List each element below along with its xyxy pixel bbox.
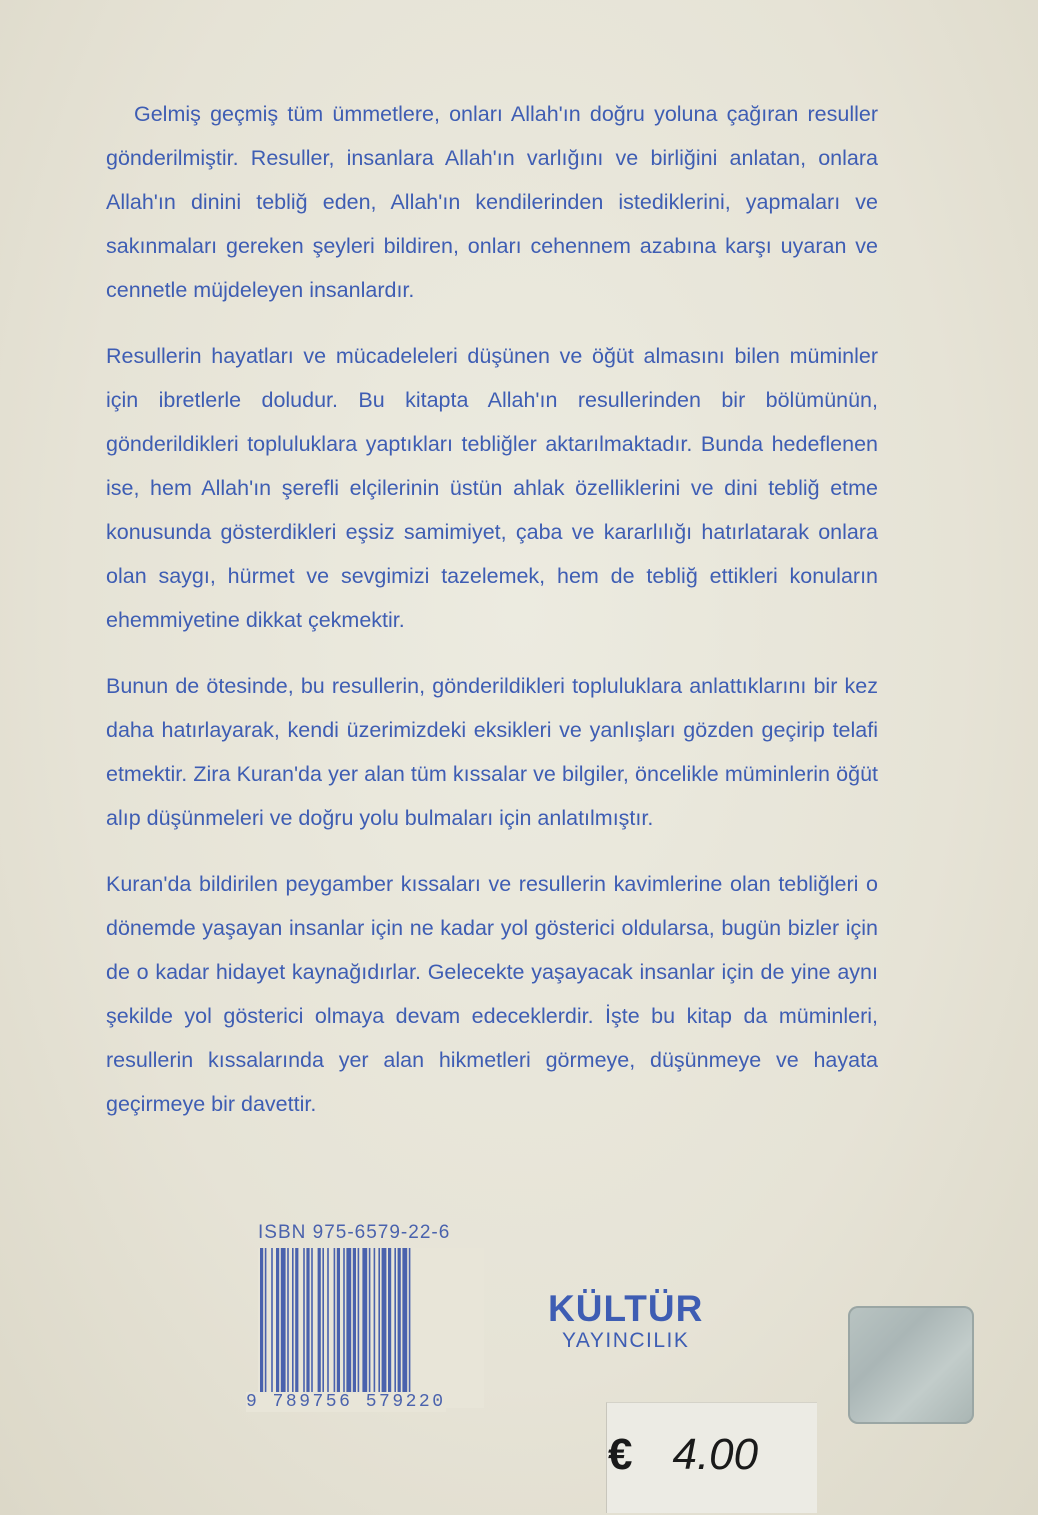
barcode-bar: [358, 1248, 360, 1394]
barcode-bar: [287, 1248, 289, 1394]
barcode-bar: [327, 1248, 329, 1394]
barcode-bar: [318, 1248, 321, 1394]
publisher-logo: [548, 1290, 703, 1354]
price-label: [608, 1430, 758, 1480]
barcode-bar: [374, 1248, 376, 1394]
paragraph-4: Kuran'da bildirilen peygamber kıssaları ve resullerin kavimlerine olan tebliğleri o dönemde yaşayan insanlar için ne kadar yol gösterici oldularsa, bugün bizler için de o kadar hidayet kaynağıdırlar. Gelecekte yaşayacak insanlar için de yine aynı şekilde yol gösterici olmaya devam edeceklerdir. İşte bu kitap da müminleri, resullerin kıssalarında yer alan hikmetleri görmeye, düşünmeye ve hayata geçirmeye bir davettir.: [106, 872, 878, 1116]
barcode-digits: 9 789756 579220: [246, 1392, 446, 1412]
barcode-bar: [292, 1248, 294, 1394]
barcode-bar: [382, 1248, 387, 1394]
currency-symbol: €: [608, 1430, 633, 1479]
barcode-bar: [306, 1248, 309, 1394]
barcode-icon: [258, 1248, 484, 1408]
barcode-bar: [409, 1248, 411, 1394]
barcode-bar: [388, 1248, 391, 1394]
barcode-bar: [271, 1248, 273, 1394]
barcode-bar: [322, 1248, 324, 1394]
barcode-bar: [295, 1248, 298, 1394]
paragraph-3: Bunun de ötesinde, bu resullerin, gönderildikleri topluluklara anlattıklarını bir kez daha hatırlayarak, kendi üzerimizdeki eksikleri ve yanlışları gözden geçirip telafi etmektir. Zira Kuran'da yer alan tüm kıssalar ve bilgiler, öncelikle müminlerin öğüt alıp düşünmeleri ve doğru yolu bulmaları için anlatılmıştır.: [106, 674, 878, 830]
barcode-bar: [337, 1248, 340, 1394]
barcode-bar: [276, 1248, 279, 1394]
barcode-bar: [362, 1248, 367, 1394]
barcode-bar: [281, 1248, 286, 1394]
barcode-bar: [260, 1248, 263, 1394]
publisher-name: KÜLTÜR: [548, 1288, 704, 1329]
paragraph-1: Gelmiş geçmiş tüm ümmetlere, onları Allah'ın doğru yoluna çağıran resuller gönderilmiştir. Resuller, insanlara Allah'ın varlığını ve birliğini anlatan, onlara Allah'ın dinini tebliğ eden, Allah'ın kendilerinden istediklerini, yapmaları ve sakınmaları gereken şeyleri bildiren, onları cehennem azabına karşı uyaran ve cennetle müjdeleyen insanlardır.: [106, 102, 878, 302]
barcode-bar: [369, 1248, 371, 1394]
hologram-sticker: [848, 1306, 974, 1424]
barcode-bar: [402, 1248, 407, 1394]
barcode-bar: [311, 1248, 313, 1394]
barcode-bar: [398, 1248, 401, 1394]
paragraph-2: Resullerin hayatları ve mücadeleleri düşünen ve öğüt almasını bilen müminler için ibretlerle doludur. Bu kitapta Allah'ın resullerinden bir bölümünün, gönderildikleri topluluklara yaptıkları tebliğler aktarılmaktadır. Bunda hedeflenen ise, hem Allah'ın şerefli elçilerinin üstün ahlak özelliklerini ve dini tebliğ etme konusunda gösterdikleri eşsiz samimiyet, çaba ve kararlılığı hatırlatarak onlara olan saygı, hürmet ve sevgimizi tazelemek, hem de tebliğ ettikleri konuların ehemmiyetine dikkat çekmektir.: [106, 344, 878, 632]
barcode-bar: [378, 1248, 380, 1394]
publisher-subtitle: YAYINCILIK: [561, 1329, 690, 1352]
blurb-text: [106, 92, 878, 1148]
price-amount: 4.00: [672, 1430, 759, 1479]
barcode-bar: [394, 1248, 396, 1394]
barcode-bar: [265, 1248, 267, 1394]
barcode-bar: [334, 1248, 336, 1394]
isbn-barcode: [232, 1222, 494, 1432]
barcode-bar: [353, 1248, 356, 1394]
barcode-bar: [343, 1248, 345, 1394]
barcode-bar: [346, 1248, 351, 1394]
isbn-number: ISBN 975-6579-22-6: [258, 1222, 451, 1243]
barcode-bar: [303, 1248, 305, 1394]
